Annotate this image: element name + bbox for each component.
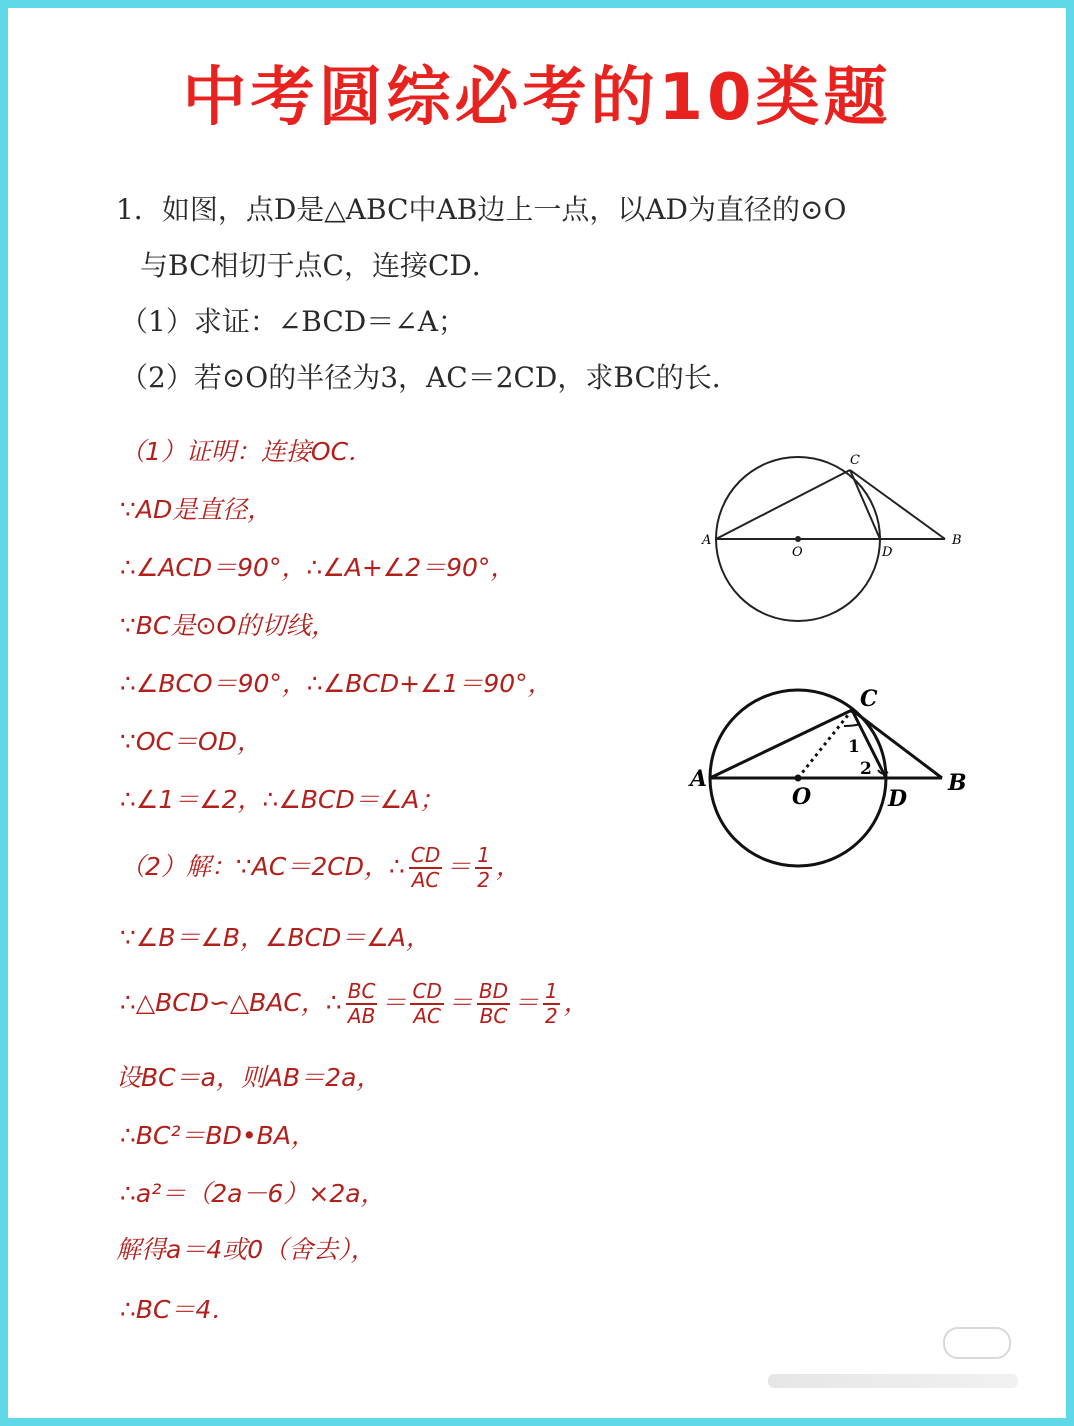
point-o: [795, 775, 802, 782]
fraction-numerator: BD: [478, 979, 508, 1003]
fraction-denominator: AC: [411, 868, 440, 892]
fraction-denominator: BC: [479, 1004, 508, 1028]
solution-line-10-text: ∴△BCD∽△BAC，∴: [120, 988, 342, 1017]
solution-line-12: ∴BC²＝BD•BA，: [120, 1121, 316, 1150]
solution-line-8: [120, 844, 521, 892]
solution-line-15: ∴BC＝4．: [120, 1295, 237, 1324]
segment-oc-dashed: [798, 710, 852, 778]
fraction-denominator: 2: [545, 1004, 558, 1028]
label-a: A: [690, 766, 708, 792]
equals-sign: ＝: [381, 988, 407, 1017]
fraction-denominator: AC: [413, 1004, 441, 1028]
geometry-figure-2: [684, 674, 984, 874]
document-page: [8, 8, 1066, 1418]
question-part-2: （2）若⊙O的半径为3，AC＝2CD，求BC的长．: [120, 361, 740, 394]
question-line-2: 与BC相切于点C，连接CD．: [140, 249, 500, 282]
solution-line-9: ∵∠B＝∠B，∠BCD＝∠A，: [120, 923, 431, 952]
solution-line-3: ∴∠ACD＝90°，∴∠A+∠2＝90°，: [120, 553, 516, 582]
comma: ，: [496, 852, 522, 881]
fraction-denominator: 2: [477, 868, 491, 892]
equals-sign: ＝: [514, 988, 540, 1017]
solution-line-10: [120, 980, 589, 1028]
solution-line-5: ∴∠BCO＝90°，∴∠BCD+∠1＝90°，: [120, 669, 553, 698]
segment-ac: [716, 470, 850, 539]
fraction-cd-ac: [410, 980, 443, 1028]
page-title: 中考圆综必考的10类题: [182, 61, 892, 135]
fraction-denominator: AB: [347, 1004, 376, 1028]
watermark-seal: [942, 1326, 1014, 1362]
fraction-bc-ab: [346, 980, 378, 1028]
watermark-bar: [768, 1374, 1018, 1388]
solution-line-4: ∵BC是⊙O的切线，: [120, 611, 337, 640]
solution-line-8-text: （2）解：∵AC＝2CD，∴: [120, 852, 405, 881]
label-d: D: [882, 545, 893, 560]
solution-line-7: ∴∠1＝∠2，∴∠BCD＝∠A；: [120, 785, 445, 814]
question-part-1: （1）求证：∠BCD＝∠A；: [120, 305, 466, 338]
label-a: A: [702, 533, 712, 548]
solution-line-6: ∵OC＝OD，: [120, 727, 262, 756]
label-o: O: [792, 545, 803, 560]
fraction-numerator: BC: [347, 979, 376, 1003]
label-b: B: [948, 770, 967, 796]
fraction-cd-ac: [409, 844, 442, 892]
fraction-numerator: CD: [410, 843, 441, 867]
label-c: C: [850, 453, 860, 468]
point-o: [795, 536, 801, 542]
solution-line-13: ∴a²＝（2a－6）×2a，: [120, 1179, 386, 1208]
fraction-numerator: 1: [477, 843, 491, 867]
comma: ，: [563, 988, 589, 1017]
fraction-one-half: [543, 980, 560, 1028]
equals-sign: ＝: [447, 988, 473, 1017]
angle-label-1: 1: [848, 737, 860, 757]
angle-label-2: 2: [860, 759, 872, 779]
fraction-bd-bc: [477, 980, 510, 1028]
label-o: O: [792, 784, 812, 810]
label-d: D: [888, 786, 908, 812]
solution-line-11: 设BC＝a，则AB＝2a，: [116, 1063, 382, 1092]
equals-sign: ＝: [446, 852, 472, 881]
question-line-1: 1．如图，点D是△ABC中AB边上一点，以AD为直径的⊙O: [116, 193, 847, 226]
solution-line-14: 解得a＝4或0（舍去），: [116, 1235, 376, 1264]
fraction-one-half: [475, 844, 492, 892]
angle-1-mark: [844, 724, 860, 726]
solution-line-2: ∵AD是直径，: [120, 495, 273, 524]
label-b: B: [952, 533, 962, 548]
fraction-numerator: CD: [412, 979, 442, 1003]
geometry-figure-1: [690, 440, 980, 630]
fraction-numerator: 1: [545, 979, 558, 1003]
label-c: C: [860, 686, 878, 712]
solution-line-1: （1）证明：连接OC．: [120, 437, 374, 466]
